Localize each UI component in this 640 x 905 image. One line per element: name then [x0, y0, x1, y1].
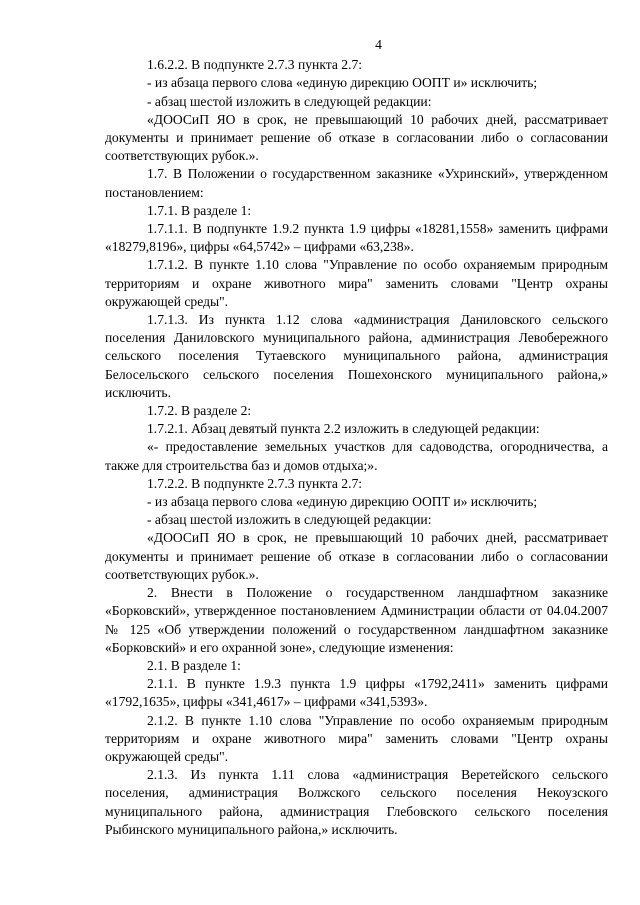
paragraph: 1.7.1.2. В пункте 1.10 слова "Управление по особо охраняемым природным территориям и охране животного мира" заменить словами "Центр охраны окружающей среды". — [105, 257, 608, 309]
paragraph: 2. Внести в Положение о государственном ландшафтном заказнике «Борковский», утвержденное постановлением Администрации области от 04.04.2007 № 125 «Об утверждении положений о государственном ландшафтном заказнике «Борковский» и его охранной зоне», следующие изменения: — [105, 585, 608, 655]
paragraph: - из абзаца первого слова «единую дирекцию ООПТ и» исключить; — [147, 75, 538, 91]
paragraph: - из абзаца первого слова «единую дирекцию ООПТ и» исключить; — [147, 494, 538, 510]
paragraph: - абзац шестой изложить в следующей редакции: — [147, 93, 432, 109]
paragraph: 1.7.2. В разделе 2: — [147, 403, 252, 419]
paragraph: 2.1.3. Из пункта 1.11 слова «администрация Веретейского сельского поселения, администрация Волжского сельского поселения Некоузского муниципального района, администрация Глебовского сельского поселения Рыбинского муниципального района,» исключить. — [105, 767, 608, 837]
paragraph: 2.1.1. В пункте 1.9.3 пункта 1.9 цифры «1792,2411» заменить цифрами «1792,1635», цифры «341,4617» – цифрами «341,5393». — [105, 676, 608, 710]
paragraph: 1.7.1. В разделе 1: — [147, 202, 252, 218]
paragraph: 1.7. В Положении о государственном заказнике «Ухринский», утвержденном постановлением: — [105, 166, 608, 200]
paragraph: 1.7.2.1. Абзац девятый пункта 2.2 изложить в следующей редакции: — [147, 421, 540, 437]
paragraph: «ДООСиП ЯО в срок, не превышающий 10 рабочих дней, рассматривает документы и принимает решение об отказе в согласовании либо о согласовании соответствующих рубок.». — [105, 111, 608, 164]
paragraph: 1.7.1.3. Из пункта 1.12 слова «администрация Даниловского сельского поселения Даниловского муниципального района, администрация Левобережного сельского поселения Тутаевского муниципального района, администрация Белосельского сельского поселения Пошехонского муниципального района,» исключить. — [105, 312, 608, 400]
paragraph: «- предоставление земельных участков для садоводства, огородничества, а также для строительства баз и домов отдыха;». — [105, 439, 608, 473]
paragraph: - абзац шестой изложить в следующей редакции: — [147, 512, 432, 528]
paragraph: 1.6.2.2. В подпункте 2.7.3 пункта 2.7: — [147, 57, 363, 73]
paragraph: «ДООСиП ЯО в срок, не превышающий 10 рабочих дней, рассматривает документы и принимает решение об отказе в согласовании либо о согласовании соответствующих рубок.». — [105, 530, 608, 582]
page-number: 4 — [375, 37, 382, 52]
document-page — [105, 36, 608, 839]
paragraph: 1.7.1.1. В подпункте 1.9.2 пункта 1.9 цифры «18281,1558» заменить цифрами «18279,8196», цифры «64,5742» – цифрами «63,238». — [105, 221, 608, 255]
paragraph: 2.1. В разделе 1: — [147, 657, 241, 673]
paragraph: 1.7.2.2. В подпункте 2.7.3 пункта 2.7: — [147, 475, 363, 491]
paragraph: 2.1.2. В пункте 1.10 слова "Управление по особо охраняемым природным территориям и охране животного мира" заменить словами "Центр охраны окружающей среды". — [105, 712, 608, 764]
